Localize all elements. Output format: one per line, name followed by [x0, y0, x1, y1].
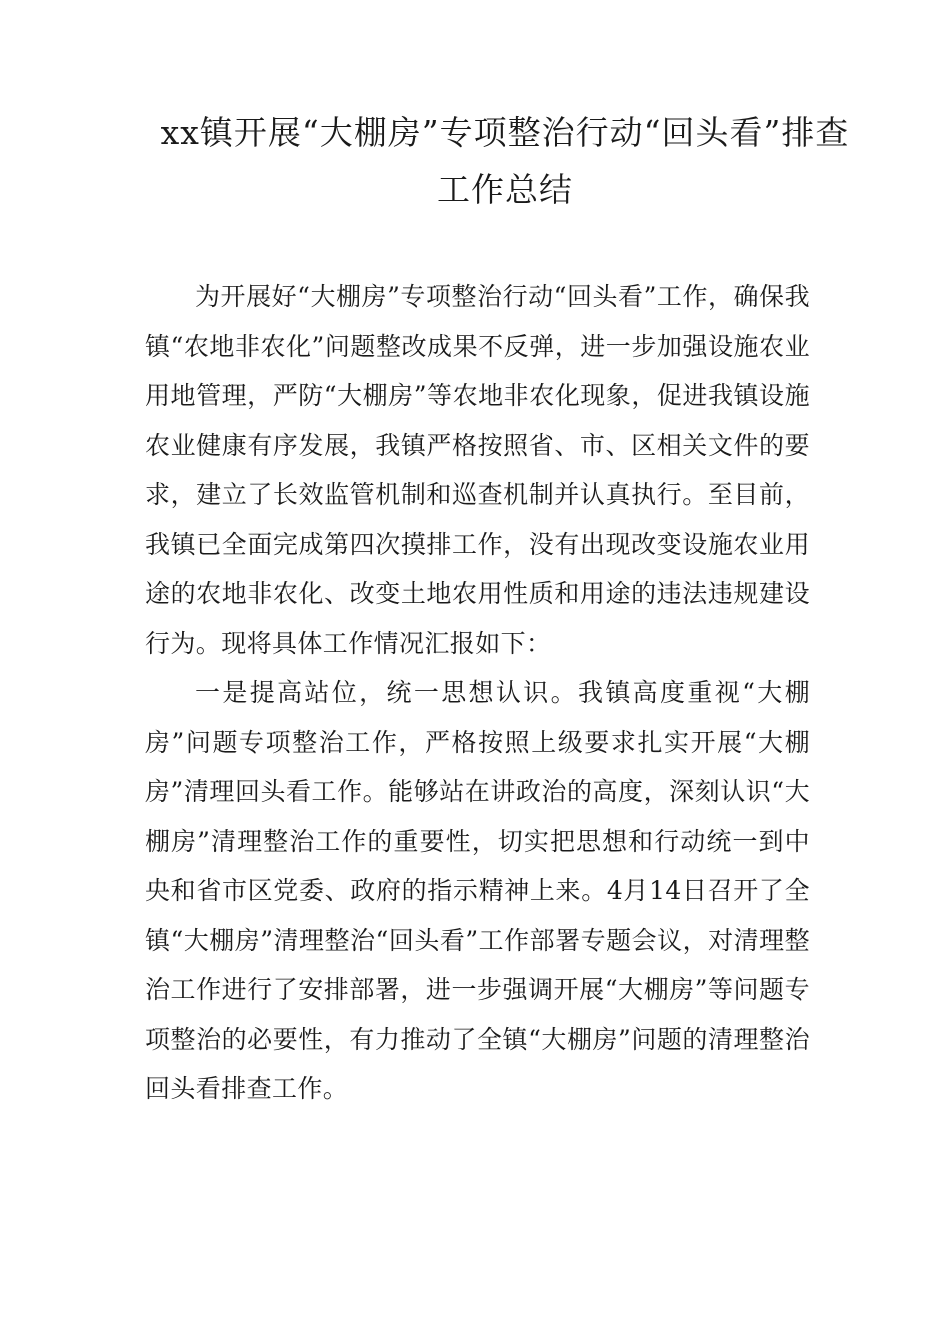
document-title: xx镇开展“大棚房”专项整治行动“回头看”排查工作总结	[160, 113, 850, 209]
paragraph-intro: 为开展好“大棚房”专项整治行动“回头看”工作，确保我镇“农地非农化”问题整改成果不反弹，进一步加强设施农业用地管理，严防“大棚房”等农地非农化现象，促进我镇设施农业健康有序发展，我镇严格按照省、市、区相关文件的要求，建立了长效监管机制和巡查机制并认真执行。至目前，我镇已全面完成第四次摸排工作，没有出现改变设施农业用途的农地非农化、改变土地农用性质和用途的违法违规建设行为。现将具体工作情况汇报如下：	[145, 282, 810, 658]
document-body	[145, 272, 810, 1114]
paragraph-point-one: 一是提高站位，统一思想认识。我镇高度重视“大棚房”问题专项整治工作，严格按照上级要求扎实开展“大棚房”清理回头看工作。能够站在讲政治的高度，深刻认识“大棚房”清理整治工作的重要性，切实把思想和行动统一到中央和省市区党委、政府的指示精神上来。4月14日召开了全镇“大棚房”清理整治“回头看”工作部署专题会议，对清理整治工作进行了安排部署，进一步强调开展“大棚房”等问题专项整治的必要性，有力推动了全镇“大棚房”问题的清理整治回头看排查工作。	[145, 678, 810, 1103]
